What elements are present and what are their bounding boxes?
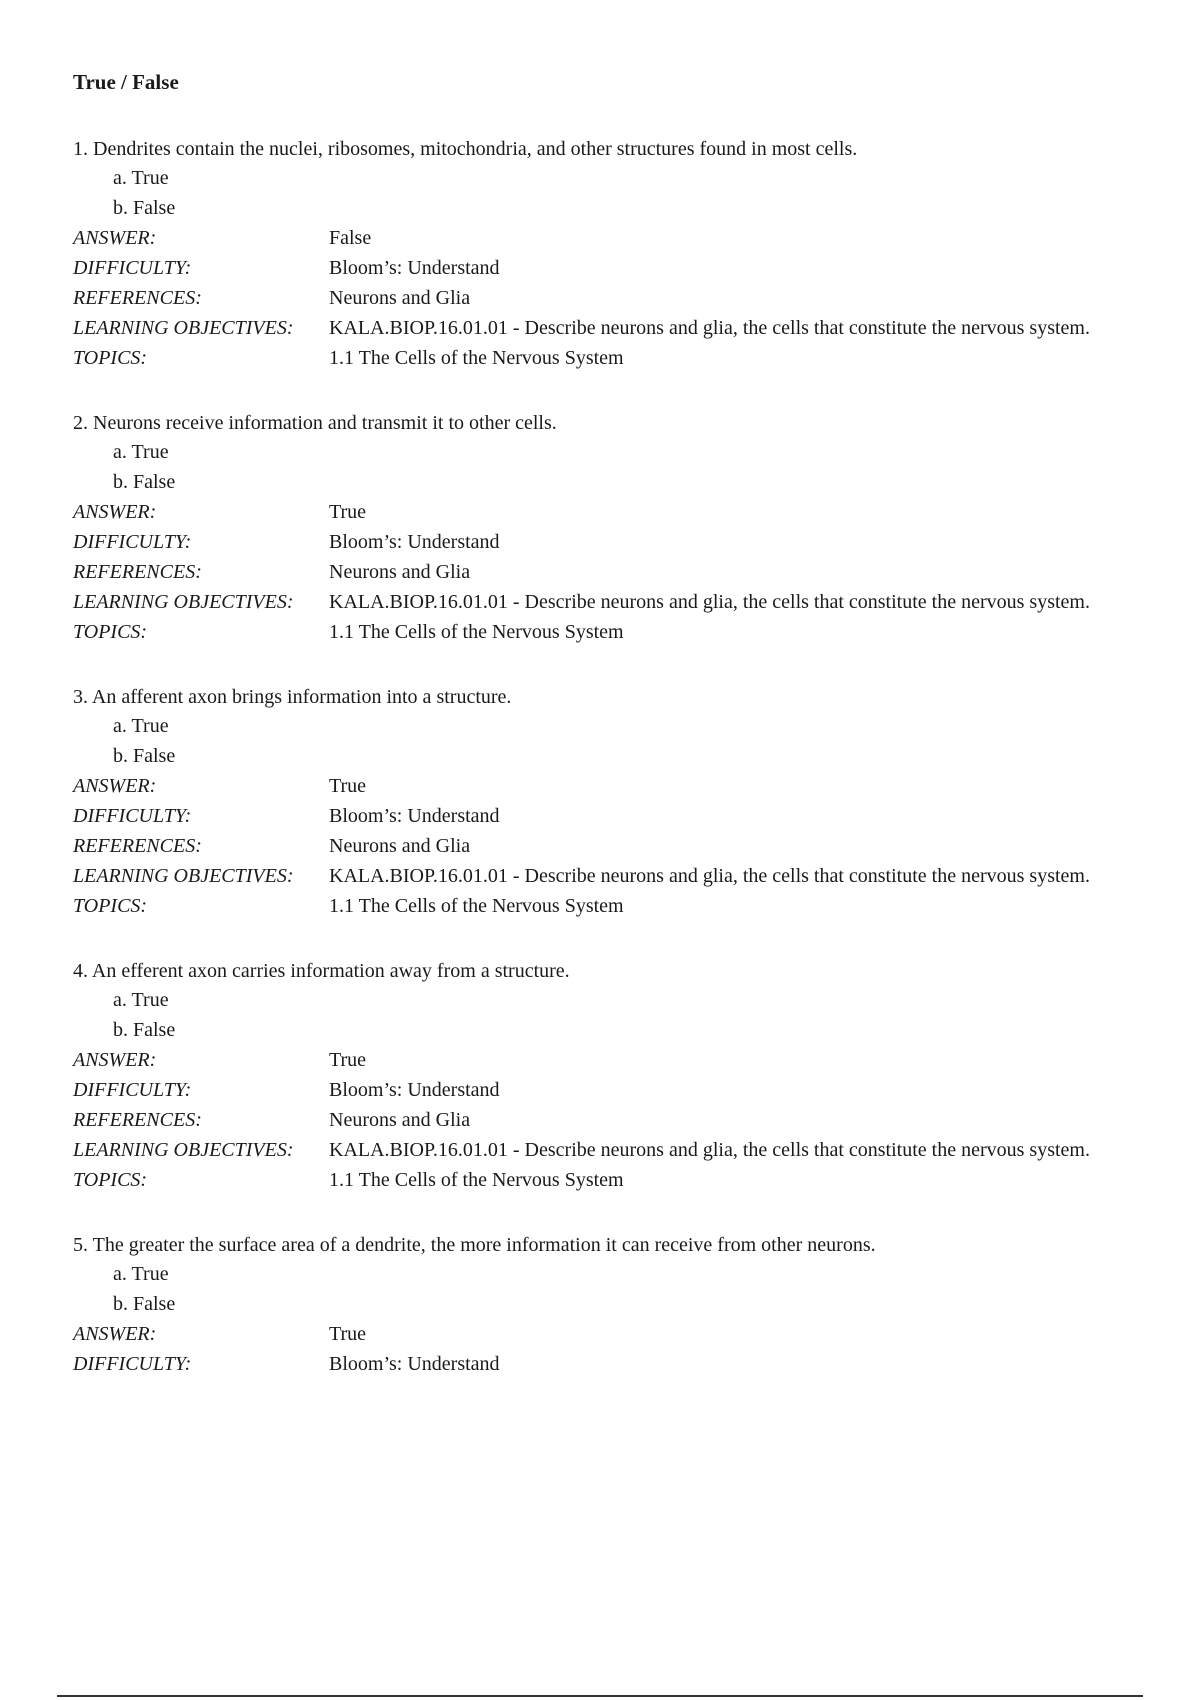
- references-value: Neurons and Glia: [329, 287, 471, 309]
- learning-objectives-label: LEARNING OBJECTIVES:: [73, 865, 294, 887]
- learning-objectives-value: KALA.BIOP.16.01.01 - Describe neurons and glia, the cells that constitute the nervous system.: [329, 865, 1090, 887]
- answer-value: True: [329, 1323, 367, 1345]
- question-4: [73, 957, 1113, 1195]
- answer-label: ANSWER:: [73, 1323, 157, 1345]
- difficulty-label: DIFFICULTY:: [73, 1353, 192, 1375]
- question-1: [73, 135, 1113, 373]
- learning-objectives-value: KALA.BIOP.16.01.01 - Describe neurons and glia, the cells that constitute the nervous system.: [329, 591, 1090, 613]
- references-label: REFERENCES:: [73, 1109, 202, 1131]
- references-label: REFERENCES:: [73, 835, 202, 857]
- difficulty-label: DIFFICULTY:: [73, 531, 192, 553]
- references-value: Neurons and Glia: [329, 561, 471, 583]
- choice-a: a. True: [113, 715, 169, 737]
- answer-label: ANSWER:: [73, 775, 157, 797]
- choice-b: b. False: [113, 471, 176, 493]
- references-value: Neurons and Glia: [329, 1109, 471, 1131]
- topics-value: 1.1 The Cells of the Nervous System: [329, 895, 624, 917]
- topics-value: 1.1 The Cells of the Nervous System: [329, 347, 624, 369]
- choice-a: a. True: [113, 989, 169, 1011]
- question-text: 1. Dendrites contain the nuclei, ribosomes, mitochondria, and other structures found in most cells.: [73, 138, 858, 160]
- answer-value: False: [329, 227, 372, 249]
- question-text: 4. An efferent axon carries information away from a structure.: [73, 960, 570, 982]
- difficulty-value: Bloom’s: Understand: [329, 805, 500, 827]
- question-text: 5. The greater the surface area of a dendrite, the more information it can receive from other neurons.: [73, 1234, 876, 1256]
- question-metadata: [73, 1319, 1113, 1379]
- answer-label: ANSWER:: [73, 1049, 157, 1071]
- question-metadata: [73, 223, 1113, 373]
- difficulty-label: DIFFICULTY:: [73, 1079, 192, 1101]
- question-3: [73, 683, 1113, 921]
- topics-value: 1.1 The Cells of the Nervous System: [329, 621, 624, 643]
- choice-b: b. False: [113, 197, 176, 219]
- difficulty-label: DIFFICULTY:: [73, 257, 192, 279]
- difficulty-value: Bloom’s: Understand: [329, 1079, 500, 1101]
- difficulty-value: Bloom’s: Understand: [329, 531, 500, 553]
- question-metadata: [73, 771, 1113, 921]
- section-title: True / False: [73, 70, 179, 94]
- references-label: REFERENCES:: [73, 561, 202, 583]
- learning-objectives-value: KALA.BIOP.16.01.01 - Describe neurons and glia, the cells that constitute the nervous system.: [329, 317, 1090, 339]
- difficulty-value: Bloom’s: Understand: [329, 257, 500, 279]
- learning-objectives-label: LEARNING OBJECTIVES:: [73, 591, 294, 613]
- choice-a: a. True: [113, 167, 169, 189]
- choice-b: b. False: [113, 1019, 176, 1041]
- question-5: [73, 1231, 1113, 1379]
- topics-label: TOPICS:: [73, 347, 148, 369]
- question-metadata: [73, 497, 1113, 647]
- difficulty-value: Bloom’s: Understand: [329, 1353, 500, 1375]
- answer-value: True: [329, 775, 367, 797]
- difficulty-label: DIFFICULTY:: [73, 805, 192, 827]
- references-value: Neurons and Glia: [329, 835, 471, 857]
- topics-label: TOPICS:: [73, 895, 148, 917]
- references-label: REFERENCES:: [73, 287, 202, 309]
- choice-b: b. False: [113, 1293, 176, 1315]
- question-text: 2. Neurons receive information and transmit it to other cells.: [73, 412, 557, 434]
- choice-a: a. True: [113, 1263, 169, 1285]
- answer-label: ANSWER:: [73, 227, 157, 249]
- question-metadata: [73, 1045, 1113, 1195]
- answer-value: True: [329, 1049, 367, 1071]
- answer-label: ANSWER:: [73, 501, 157, 523]
- choice-b: b. False: [113, 745, 176, 767]
- answer-value: True: [329, 501, 367, 523]
- topics-value: 1.1 The Cells of the Nervous System: [329, 1169, 624, 1191]
- topics-label: TOPICS:: [73, 621, 148, 643]
- learning-objectives-value: KALA.BIOP.16.01.01 - Describe neurons and glia, the cells that constitute the nervous system.: [329, 1139, 1090, 1161]
- question-text: 3. An afferent axon brings information into a structure.: [73, 686, 512, 708]
- topics-label: TOPICS:: [73, 1169, 148, 1191]
- learning-objectives-label: LEARNING OBJECTIVES:: [73, 1139, 294, 1161]
- choice-a: a. True: [113, 441, 169, 463]
- document-page: [73, 70, 1113, 1415]
- question-2: [73, 409, 1113, 647]
- learning-objectives-label: LEARNING OBJECTIVES:: [73, 317, 294, 339]
- footer-divider: [57, 1695, 1143, 1697]
